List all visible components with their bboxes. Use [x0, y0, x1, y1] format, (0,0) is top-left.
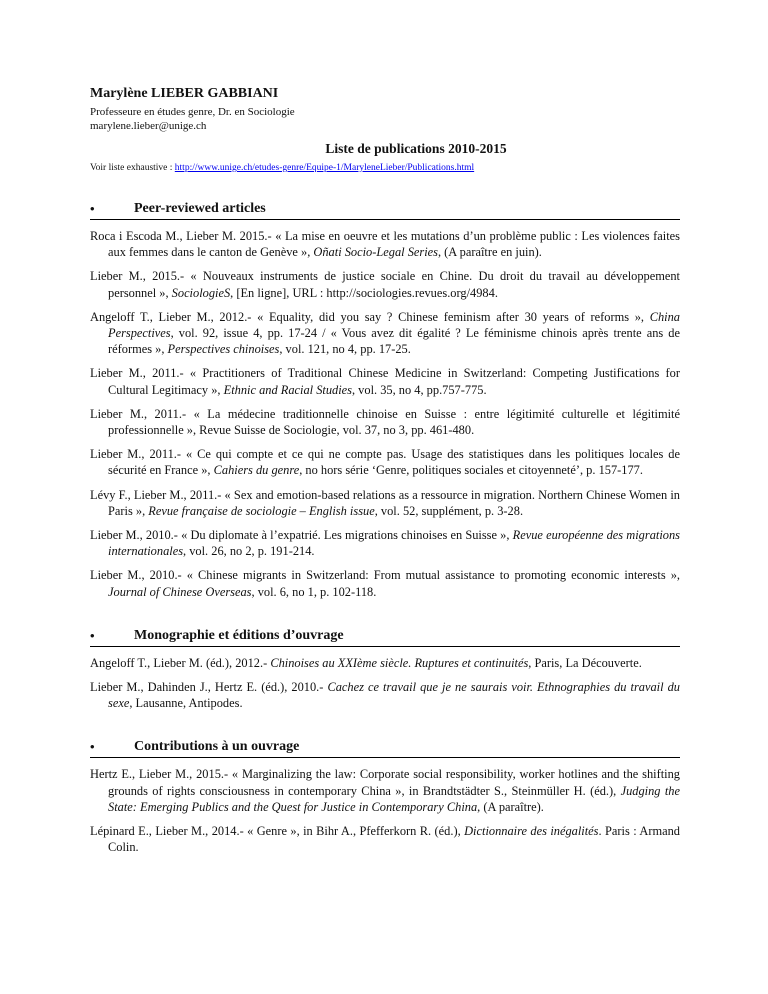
- author-email: marylene.lieber@unige.ch: [90, 120, 207, 132]
- section-title: Contributions à un ouvrage: [134, 739, 300, 755]
- publication-venue: SociologieS: [171, 285, 231, 300]
- publication-text: , Lausanne, Antipodes.: [129, 696, 243, 711]
- bullet: •: [90, 201, 95, 216]
- exhaustive-link[interactable]: http://www.unige.ch/etudes-genre/Equipe-1/MaryleneLieber/Publications.html: [174, 163, 475, 173]
- publication-entry: [90, 567, 680, 599]
- publication-text: , vol. 6, no 1, p. 102-118.: [251, 584, 377, 599]
- publication-entry: [90, 679, 680, 711]
- exhaustive-list-line: [90, 163, 680, 173]
- publication-entry: [90, 823, 680, 855]
- publication-entry: [90, 365, 680, 397]
- publication-entry: [90, 309, 680, 358]
- publication-venue: Cachez ce travail que je ne saurais voir. Ethnographies du travail du sexe: [108, 680, 680, 711]
- publication-venue: Dictionnaire des inégalités: [464, 824, 599, 839]
- publication-entry: [90, 527, 680, 559]
- publication-text: Lieber M., 2011.- « Ce qui compte et ce qui ne compte pas. Usage des statistiques dans les politiques locales de sécurité en France »,: [90, 447, 680, 478]
- publication-venue: Cahiers du genre: [213, 463, 300, 478]
- publication-text: Lieber M., 2010.- « Chinese migrants in Switzerland: From mutual assistance to promoting economic interests »,: [90, 568, 680, 583]
- publication-entry: [90, 406, 680, 438]
- sections-container: [90, 201, 680, 855]
- section-header: [90, 201, 680, 220]
- publication-venue: Oñati Socio-Legal Series: [313, 245, 438, 260]
- publication-entry: [90, 446, 680, 478]
- publication-text: Angeloff T., Lieber M., 2012.- « Equality, did you say ? Chinese feminism after 30 years of reforms »,: [90, 309, 650, 324]
- publication-text: , no hors série ‘Genre, politiques sociales et citoyenneté’, p. 157-177.: [299, 463, 643, 478]
- publication-venue: Judging the State: Emerging Publics and the Quest for Justice in Contemporary China: [108, 783, 680, 814]
- publication-text: , Paris, La Découverte.: [528, 655, 642, 670]
- publication-venue: Revue française de sociologie – English issue: [148, 503, 375, 518]
- publication-entry: [90, 228, 680, 260]
- publication-entry: [90, 487, 680, 519]
- publication-text: , vol. 26, no 2, p. 191-214.: [183, 544, 315, 559]
- publication-text: , (A paraître en juin).: [437, 245, 542, 260]
- publication-venue: Chinoises au XXIème siècle. Ruptures et continuités: [270, 655, 529, 670]
- author-position: Professeure en études genre, Dr. en Sociologie: [90, 106, 295, 118]
- publication-venue: Ethnic and Racial Studies: [223, 382, 352, 397]
- bullet: •: [90, 739, 95, 755]
- document-title: Liste de publications 2010-2015: [325, 141, 507, 156]
- publication-text: Roca i Escoda M., Lieber M. 2015.- « La mise en oeuvre et les mutations d’un problème public : Les violences faites aux femmes dans le canton de Genève »,: [90, 229, 680, 260]
- publication-text: Lieber M., 2010.- « Du diplomate à l’expatrié. Les migrations chinoises en Suisse »,: [90, 528, 513, 543]
- document-page: [90, 86, 680, 863]
- publication-text: Lévy F., Lieber M., 2011.- « Sex and emotion-based relations as a ressource in migration. Northern Chinese Women in Paris »,: [90, 487, 680, 518]
- publication-venue: Revue européenne des migrations internationales: [108, 528, 680, 559]
- publication-venue: Journal of Chinese Overseas: [108, 584, 252, 599]
- publication-text: , (A paraître).: [477, 799, 544, 814]
- section-title: Peer-reviewed articles: [134, 201, 266, 216]
- publication-entry: [90, 655, 680, 671]
- exhaustive-label: Voir liste exhaustive :: [90, 163, 175, 173]
- publication-text: Angeloff T., Lieber M. (éd.), 2012.-: [90, 655, 271, 670]
- publication-text: Lieber M., Dahinden J., Hertz E. (éd.), 2010.-: [90, 680, 328, 695]
- publication-text: Lieber M., 2011.- « Practitioners of Traditional Chinese Medicine in Switzerland: Competing Justifications for Cultural Legitimacy »,: [90, 366, 680, 397]
- publication-entry: [90, 766, 680, 815]
- publication-text: Lépinard E., Lieber M., 2014.- « Genre », in Bihr A., Pfefferkorn R. (éd.),: [90, 824, 465, 839]
- publication-venue: China Perspectives: [108, 309, 680, 341]
- publication-text: Lieber M., 2011.- « La médecine traditionnelle chinoise en Suisse : entre légitimité culturelle et légitimité professionnelle », Revue Suisse de Sociologie, vol. 37, no 3, pp. 461-480.: [90, 406, 680, 438]
- publication-venue: Perspectives chinoises: [167, 342, 280, 357]
- publication-text: . Paris : Armand Colin.: [108, 824, 680, 855]
- publication-text: , vol. 35, no 4, pp.757-775.: [351, 382, 487, 397]
- publication-text: , [En ligne], URL : http://sociologies.revues.org/4984.: [230, 285, 498, 300]
- publication-text: Lieber M., 2015.- « Nouveaux instruments de justice sociale en Chine. Du droit du travail au développement personnel »,: [90, 269, 680, 300]
- publication-text: , vol. 52, supplément, p. 3-28.: [374, 503, 524, 518]
- section-header: [90, 739, 680, 758]
- section-title: Monographie et éditions d’ouvrage: [134, 627, 344, 643]
- author-name: Marylène LIEBER GABBIANI: [90, 86, 279, 101]
- publication-entry: [90, 268, 680, 300]
- bullet: •: [90, 627, 95, 643]
- section-header: [90, 628, 680, 647]
- publication-text: , vol. 92, issue 4, pp. 17-24 / « Vous avez dit égalité ? Le féminisme chinois après trente ans de réformes »,: [108, 326, 680, 357]
- publication-text: , vol. 121, no 4, pp. 17-25.: [279, 342, 411, 357]
- publication-text: Hertz E., Lieber M., 2015.- « Marginalizing the law: Corporate social responsibility, worker hotlines and the shifting grounds of rights consciousness in contemporary China », in Brandtstädter S., Steinmüller H. (éd.),: [90, 767, 680, 798]
